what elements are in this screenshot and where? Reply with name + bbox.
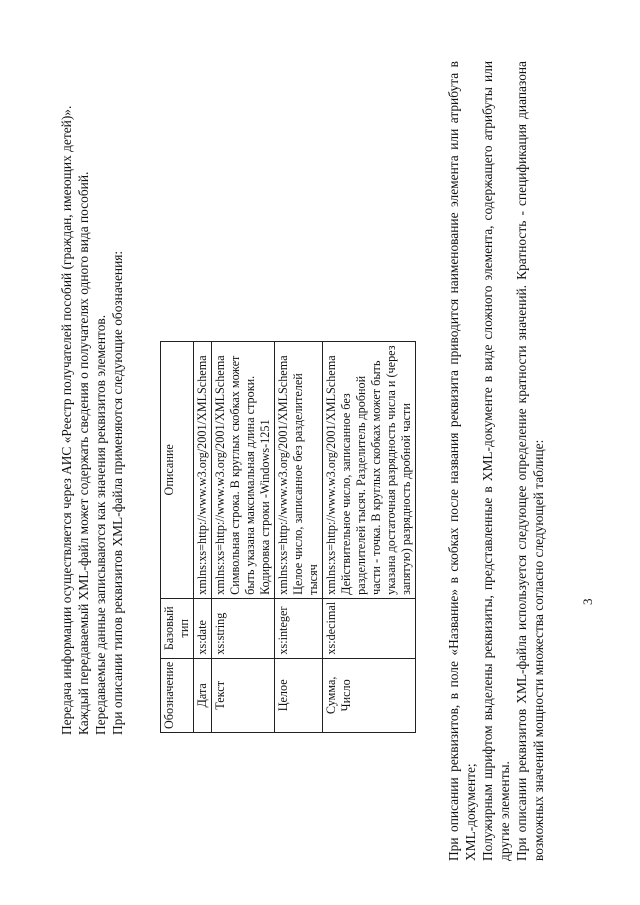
page-number: 3 xyxy=(580,598,595,605)
closing-paragraphs xyxy=(445,61,547,861)
row-description: xmlns:xs=http://www.w3.org/2001/XMLSchema Целое число, записанное без разделителей тысяч xyxy=(275,341,323,598)
header-base-type: Базовый тип xyxy=(161,598,194,658)
row-base-type: xs:date xyxy=(194,598,212,658)
row-base-type: xs:decimal xyxy=(323,598,416,658)
row-designation: Текст xyxy=(212,658,275,732)
table-header-row xyxy=(161,341,194,732)
row-designation: Дата xyxy=(194,658,212,732)
table-row xyxy=(275,341,323,732)
closing-paragraph: При описании реквизитов XML-файла используется следующее определение кратности значений. Кратность - спецификация диапазона возможных значений мощности множества согласно следующей таблице: xyxy=(514,61,546,861)
table-row xyxy=(212,341,275,732)
row-designation: Целое xyxy=(275,658,323,732)
row-designation: Сумма, Число xyxy=(323,658,416,732)
intro-line: Передача информации осуществляется через АИС «Реестр получателей пособий (граждан, имеющих детей)». xyxy=(59,105,74,735)
row-description: xmlns:xs=http://www.w3.org/2001/XMLSchema Символьная строка. В круглых скобках может быть указана максимальная длина строки. Кодировка строки -Windows-1251 xyxy=(212,341,275,598)
intro-paragraphs xyxy=(58,35,126,735)
table-row xyxy=(194,341,212,732)
row-description: xmlns:xs=http://www.w3.org/2001/XMLSchema xyxy=(194,341,212,598)
row-base-type: xs:string xyxy=(212,598,275,658)
intro-line: Каждый передаваемый XML-файл может содержать сведения о получателях одного вида пособий. xyxy=(76,171,91,735)
closing-paragraph: При описании реквизитов, в поле «Название» в скобках после названия реквизита приводится наименование элемента или атрибута в XML-документе; xyxy=(446,61,478,861)
header-description: Описание xyxy=(161,341,194,598)
row-description: xmlns:xs=http://www.w3.org/2001/XMLSchema Действительное число, записанное без разделителей тысяч. Разделитель дробной части - точка. В круглых скобках может быть указана достаточная разрядность числа и (через запятую) разрядность дробной части xyxy=(323,341,416,598)
header-designation: Обозначение xyxy=(161,658,194,732)
row-base-type: xs:integer xyxy=(275,598,323,658)
closing-paragraph: Полужирным шрифтом выделены реквизиты, представленные в XML-документе в виде сложного элемента, содержащего атрибуты или другие элементы. xyxy=(480,61,512,861)
intro-line: При описании типов реквизитов XML-файла применяются следующие обозначения: xyxy=(110,250,125,735)
types-table xyxy=(160,341,416,733)
table-row xyxy=(323,341,416,732)
intro-line: Передаваемые данные записываются как значения реквизитов элементов. xyxy=(93,314,108,735)
